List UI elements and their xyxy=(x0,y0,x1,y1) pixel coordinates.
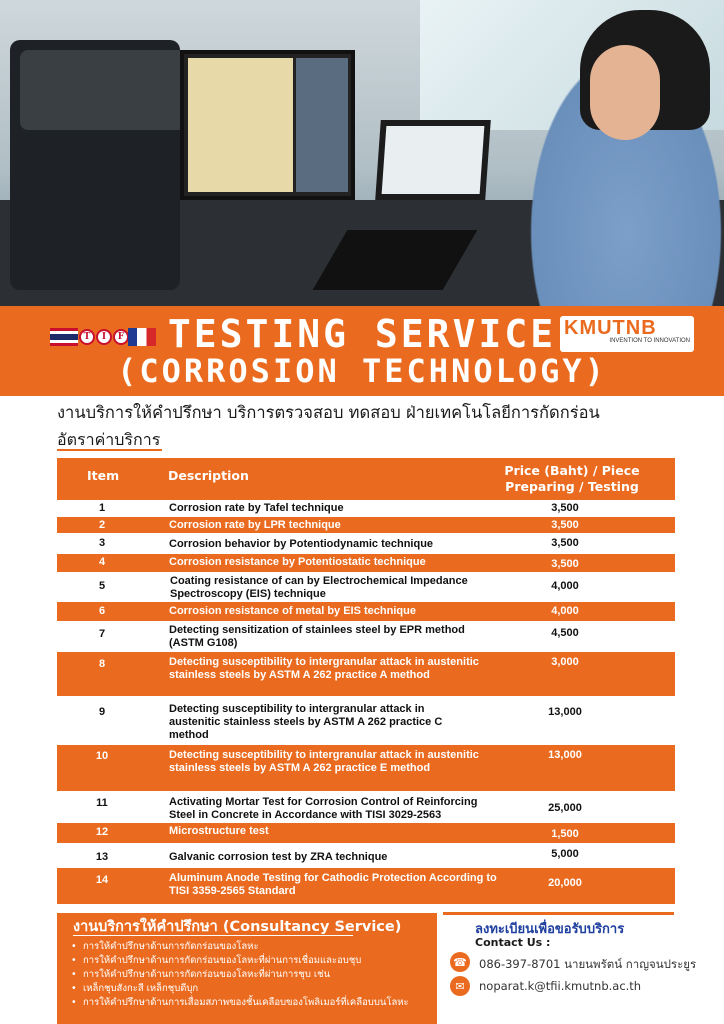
row-item: 9 xyxy=(98,706,106,718)
row-description: Detecting susceptibility to intergranular attack in austenitic stainless steels by ASTM A 262 practice E method xyxy=(169,749,479,774)
row-price: 20,000 xyxy=(548,877,582,889)
person-face xyxy=(590,45,660,140)
row-price: 13,000 xyxy=(548,749,582,761)
consultancy-item-continued: • เหล็กชุบสังกะสี เหล็กชุบดีบุก xyxy=(71,982,409,996)
page-subtitle-heading: (CORROSION TECHNOLOGY) xyxy=(117,352,607,390)
table-row xyxy=(57,602,675,621)
table-row xyxy=(57,745,675,791)
row-price: 3,000 xyxy=(551,656,579,668)
row-description: Activating Mortar Test for Corrosion Control of Reinforcing Steel in Concrete in Accordance with TISI 3029-2563 xyxy=(169,796,478,821)
tif-letter: T xyxy=(79,329,95,345)
row-description: Corrosion rate by LPR technique xyxy=(169,519,341,531)
tif-letter: I xyxy=(96,329,112,345)
consultancy-item: • การให้คำปรึกษาด้านการเสื่อมสภาพของชั้นเคลือบของโพลิเมอร์ที่เคลือบบนโลหะ xyxy=(71,996,409,1010)
row-item: 12 xyxy=(95,826,109,838)
email-icon: ✉ xyxy=(450,976,470,996)
row-item: 2 xyxy=(98,519,106,531)
row-price: 4,000 xyxy=(551,605,579,617)
row-description: Corrosion resistance of metal by EIS technique xyxy=(169,605,416,617)
row-price: 3,500 xyxy=(551,519,579,531)
row-description: Microstructure test xyxy=(169,825,269,837)
kmutnb-brand: KMUTNB xyxy=(564,317,657,339)
row-price: 13,000 xyxy=(548,706,582,718)
table-row xyxy=(57,845,675,867)
table-row xyxy=(57,500,675,516)
laptop xyxy=(375,120,491,200)
row-price: 3,500 xyxy=(551,502,579,514)
lab-photo xyxy=(0,0,724,306)
table-row xyxy=(57,622,675,650)
rate-underline xyxy=(57,449,162,451)
row-item: 6 xyxy=(98,605,106,617)
table-row xyxy=(57,573,675,601)
registration-heading[interactable]: ลงทะเบียนเพื่อขอรับบริการ xyxy=(475,922,625,937)
header-description: Description xyxy=(168,468,249,483)
header-price-line2: Preparing / Testing xyxy=(505,479,639,494)
contact-email[interactable]: noparat.k@tfii.kmutnb.ac.th xyxy=(479,979,642,993)
header-price xyxy=(497,463,647,495)
consultancy-heading: งานบริการให้คำปรึกษา (Consultancy Service) xyxy=(73,919,402,935)
table-row xyxy=(57,700,675,742)
consultancy-box xyxy=(57,913,437,1024)
row-description: Corrosion rate by Tafel technique xyxy=(169,502,344,514)
row-item: 1 xyxy=(98,502,106,514)
service-description: งานบริการให้คำปรึกษา บริการตรวจสอบ ทดสอบ ฝ่ายเทคโนโลยีการกัดกร่อน xyxy=(57,403,600,422)
row-price: 4,000 xyxy=(551,580,579,592)
table-row xyxy=(57,823,675,843)
row-item: 8 xyxy=(98,658,106,670)
kmutnb-logo xyxy=(560,316,694,352)
contact-label: Contact Us : xyxy=(475,936,551,949)
consultancy-item: • การให้คำปรึกษาด้านการกัดกร่อนของโลหะที่ผ่านการเชื่อมและอบชุบ xyxy=(71,954,409,968)
consultancy-list xyxy=(71,940,409,1010)
table-row xyxy=(57,652,675,696)
header-price-line1: Price (Baht) / Piece xyxy=(504,463,640,478)
row-item: 11 xyxy=(96,797,108,809)
row-item: 7 xyxy=(98,628,106,640)
row-price: 3,500 xyxy=(551,537,579,549)
consultancy-item: • การให้คำปรึกษาด้านการกัดกร่อนของโลหะ xyxy=(71,940,409,954)
table-row xyxy=(57,535,675,553)
row-item: 14 xyxy=(95,874,109,886)
row-price: 1,500 xyxy=(551,828,579,840)
row-description: Detecting susceptibility to intergranular attack in austenitic stainless steels by ASTM A 262 practice A method xyxy=(169,656,479,681)
kmutnb-tagline: INVENTION TO INNOVATION xyxy=(609,338,690,344)
contact-phone[interactable]: 086-397-8701 นายนพรัตน์ กาญจนประยูร xyxy=(479,957,697,971)
row-item: 10 xyxy=(95,750,109,762)
row-item: 5 xyxy=(98,580,106,592)
row-item: 3 xyxy=(98,537,106,549)
row-price: 25,000 xyxy=(548,802,582,814)
rate-heading: อัตราค่าบริการ xyxy=(57,430,161,449)
table-row xyxy=(57,794,675,822)
row-description: Detecting sensitization of stainlees steel by EPR method (ASTM G108) xyxy=(169,624,465,649)
consultancy-item: • การให้คำปรึกษาด้านการกัดกร่อนของโลหะที่ผ่านการชุบ เช่น xyxy=(71,968,409,982)
consultancy-underline xyxy=(73,935,353,936)
row-description: Coating resistance of can by Electrochemical Impedance Spectroscopy (EIS) technique xyxy=(170,575,468,600)
monitor xyxy=(180,50,355,200)
row-description: Detecting susceptibility to intergranular attack in austenitic stainless steels by ASTM A 262 practice C method xyxy=(169,703,443,741)
row-item: 13 xyxy=(95,851,109,863)
table-header xyxy=(57,458,675,500)
row-price: 4,500 xyxy=(551,627,579,639)
row-price: 3,500 xyxy=(551,558,579,570)
page-title: TESTING SERVICE xyxy=(167,312,557,356)
tif-letter: F xyxy=(113,329,129,345)
table-row xyxy=(57,554,675,572)
registration-bar xyxy=(443,912,674,915)
row-item: 4 xyxy=(98,556,106,568)
table-row xyxy=(57,517,675,533)
row-description: Galvanic corrosion test by ZRA technique xyxy=(169,851,388,863)
row-description: Corrosion resistance by Potentiostatic technique xyxy=(169,556,426,568)
row-description: Aluminum Anode Testing for Cathodic Protection According to TISI 3359-2565 Standard xyxy=(169,872,497,897)
row-price: 5,000 xyxy=(551,848,579,860)
table-row xyxy=(57,868,675,904)
microscope-head xyxy=(20,50,190,130)
header-item: Item xyxy=(87,468,120,483)
row-description: Corrosion behavior by Potentiodynamic technique xyxy=(169,538,434,550)
phone-icon: ☎ xyxy=(450,952,470,972)
